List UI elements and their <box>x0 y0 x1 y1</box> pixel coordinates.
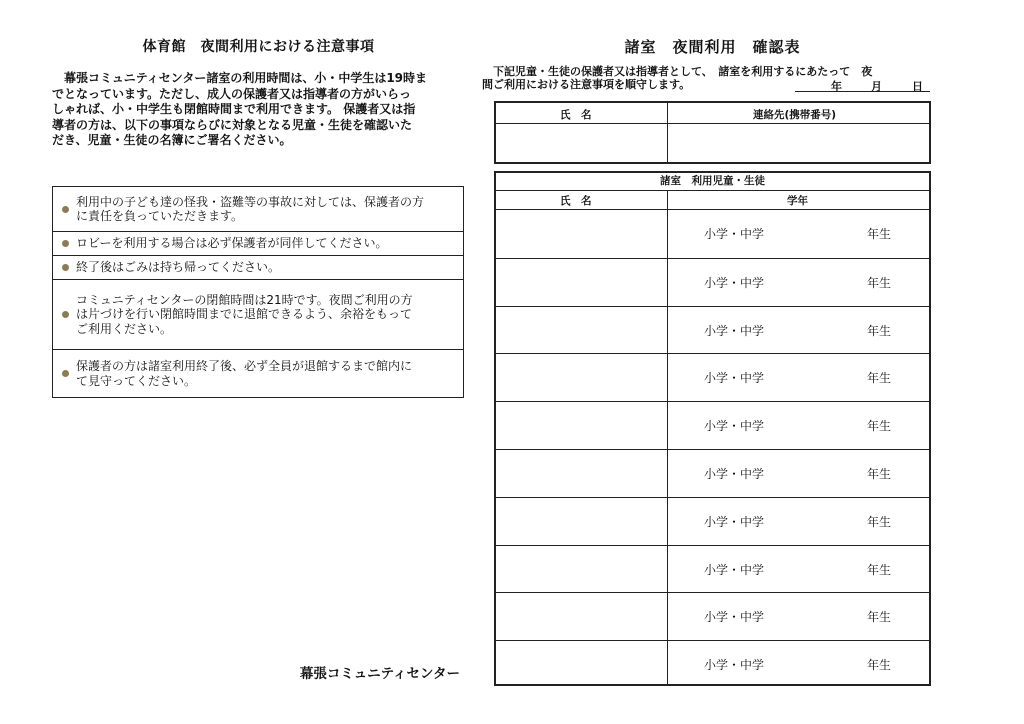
grade-label: 年生 <box>867 514 892 529</box>
rule-item <box>53 350 463 397</box>
table-row <box>496 353 929 401</box>
date-month-label: 月 <box>871 80 882 93</box>
child-name-field[interactable] <box>496 210 667 258</box>
bullet-icon <box>62 370 69 377</box>
bullet-icon <box>62 311 69 318</box>
school-level-label: 小学・中学 <box>704 467 765 481</box>
children-table-title: 諸室 利用児童・生徒 <box>496 173 929 191</box>
bullet-icon <box>62 264 69 271</box>
date-day-label: 日 <box>912 80 923 93</box>
child-name-field[interactable] <box>496 354 667 401</box>
guardian-table <box>494 101 931 164</box>
school-level-label: 小学・中学 <box>704 610 765 625</box>
date-year-label: 年 <box>831 80 842 93</box>
date-field[interactable] <box>795 78 930 92</box>
rule-text: 終了後はごみは持ち帰ってください。 <box>76 260 281 275</box>
school-level-label: 小学・中学 <box>704 514 765 529</box>
guardian-name-header: 氏 名 <box>560 109 592 121</box>
table-row <box>496 401 929 449</box>
children-table <box>494 171 931 686</box>
grade-label: 年生 <box>867 467 892 481</box>
rules-box <box>52 186 464 398</box>
child-name-field[interactable] <box>496 259 667 306</box>
school-level-label: 小学・中学 <box>704 419 765 434</box>
child-grade-header: 学年 <box>787 195 808 207</box>
table-row <box>496 210 929 258</box>
guardian-contact-header: 連絡先(携帯番号) <box>753 109 837 121</box>
grade-label: 年生 <box>867 419 892 434</box>
rule-item <box>53 256 463 280</box>
child-name-field[interactable] <box>496 593 667 640</box>
school-level-label: 小学・中学 <box>704 658 765 673</box>
table-row <box>496 258 929 306</box>
rule-text: ロビーを利用する場合は必ず保護者が同伴してください。 <box>76 236 388 251</box>
rule-item <box>53 232 463 256</box>
table-row <box>496 497 929 545</box>
children-rows <box>496 210 929 684</box>
child-name-field[interactable] <box>496 402 667 449</box>
rule-text: 保護者の方は諸室利用終了後、必ず全員が退館するまで館内に て見守ってください。 <box>76 359 413 388</box>
grade-label: 年生 <box>867 658 892 673</box>
child-name-field[interactable] <box>496 546 667 593</box>
notice-title: 体育館 夜間利用における注意事項 <box>142 39 375 55</box>
guardian-contact-field[interactable] <box>668 124 929 162</box>
children-header-row <box>496 191 929 210</box>
school-level-label: 小学・中学 <box>704 562 765 577</box>
child-name-header: 氏 名 <box>560 195 592 207</box>
footer-organization: 幕張コミュニティセンター <box>299 666 460 682</box>
table-row <box>496 449 929 497</box>
child-name-field[interactable] <box>496 641 667 688</box>
rule-item <box>53 280 463 350</box>
bullet-icon <box>62 240 69 247</box>
child-name-field[interactable] <box>496 307 667 354</box>
guardian-name-field[interactable] <box>496 124 667 162</box>
table-row <box>496 545 929 593</box>
rule-item <box>53 187 463 232</box>
school-level-label: 小学・中学 <box>704 275 765 290</box>
table-row <box>496 306 929 354</box>
grade-label: 年生 <box>867 562 892 577</box>
grade-label: 年生 <box>867 323 892 338</box>
child-name-field[interactable] <box>496 450 667 497</box>
consent-statement: 下記児童・生徒の保護者又は指導者として、 諸室を利用するにあたって 夜 間ご利用における注意事項を順守します。 <box>482 65 873 91</box>
table-row <box>496 592 929 640</box>
rule-text: 利用中の子ども達の怪我・盗難等の事故に対しては、保護者の方 に責任を負っていただきます。 <box>76 194 425 223</box>
grade-label: 年生 <box>867 371 892 386</box>
form-title: 諸室 夜間利用 確認表 <box>624 38 801 56</box>
grade-label: 年生 <box>867 227 892 241</box>
guardian-header-row <box>496 103 929 124</box>
grade-label: 年生 <box>867 610 892 625</box>
grade-label: 年生 <box>867 275 892 290</box>
table-row <box>496 640 929 688</box>
school-level-label: 小学・中学 <box>704 227 765 241</box>
school-level-label: 小学・中学 <box>704 371 765 386</box>
school-level-label: 小学・中学 <box>704 323 765 338</box>
notice-intro: 幕張コミュニティセンター諸室の利用時間は、小・中学生は19時ま でとなっています。ただし、成人の保護者又は指導者の方がいらっ しゃれば、小・中学生も閉館時間まで利用できます。 保護者又は指 導者の方は、以下の事項ならびに対象となる児童・生徒を確認いた だき、児童・生徒の名簿にご署名ください。 <box>52 71 428 147</box>
bullet-icon <box>62 206 69 213</box>
child-name-field[interactable] <box>496 498 667 545</box>
rule-text: コミュニティセンターの閉館時間は21時です。夜間ご利用の方 は片づけを行い閉館時間までに退館できるよう、余裕をもって ご利用ください。 <box>76 292 413 336</box>
